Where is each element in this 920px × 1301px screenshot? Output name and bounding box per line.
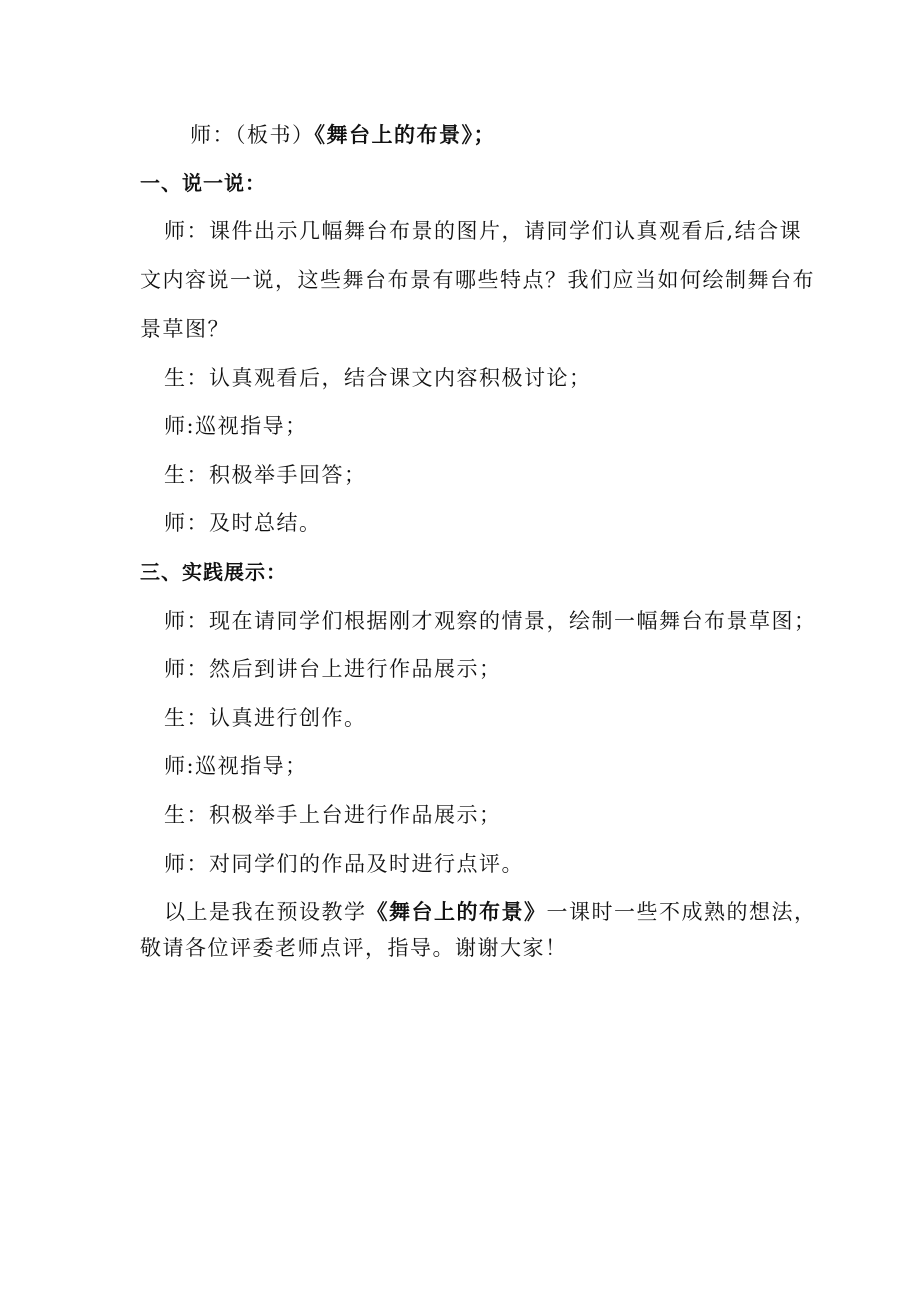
closing-suffix: 一课时一些不成熟的想法， [546, 900, 817, 924]
closing-line-2: 敬请各位评委老师点评，指导。谢谢大家！ [140, 936, 568, 960]
section1-line: 师:巡视指导； [164, 414, 308, 438]
section1-line: 师：及时总结。 [164, 511, 322, 535]
intro-title: 《舞台上的布景》 [314, 123, 474, 147]
section1-line: 生：积极举手回答； [164, 463, 367, 487]
section3-line: 生：认真进行创作。 [164, 706, 367, 730]
section1-para-line-2: 文内容说一说，这些舞台布景有哪些特点？我们应当如何绘制舞台布 [140, 268, 815, 292]
section3-line: 师：然后到讲台上进行作品展示； [164, 657, 502, 681]
section3-line: 师:巡视指导； [164, 754, 308, 778]
intro-line [190, 120, 850, 150]
section1-line: 生：认真观看后，结合课文内容积极讨论； [164, 366, 592, 390]
section3-line: 师：对同学们的作品及时进行点评。 [164, 852, 524, 876]
intro-end: ； [473, 123, 496, 147]
section3-heading: 三、实践展示： [140, 560, 287, 584]
closing-title: 《舞台上的布景》 [366, 900, 547, 924]
section3-line: 生：积极举手上台进行作品展示； [164, 803, 502, 827]
closing-line-1 [164, 897, 824, 927]
intro-speaker: 师： [190, 123, 235, 147]
intro-note: （板书） [235, 123, 315, 147]
section3-line: 师：现在请同学们根据刚才观察的情景，绘制一幅舞台布景草图； [164, 609, 817, 633]
section1-heading: 一、说一说： [140, 171, 266, 195]
section1-para-line-3: 景草图？ [140, 317, 230, 341]
section1-para-line-1: 师：课件出示几幅舞台布景的图片，请同学们认真观看后,结合课 [164, 219, 803, 243]
closing-prefix: 以上是我在预设教学 [164, 900, 367, 924]
